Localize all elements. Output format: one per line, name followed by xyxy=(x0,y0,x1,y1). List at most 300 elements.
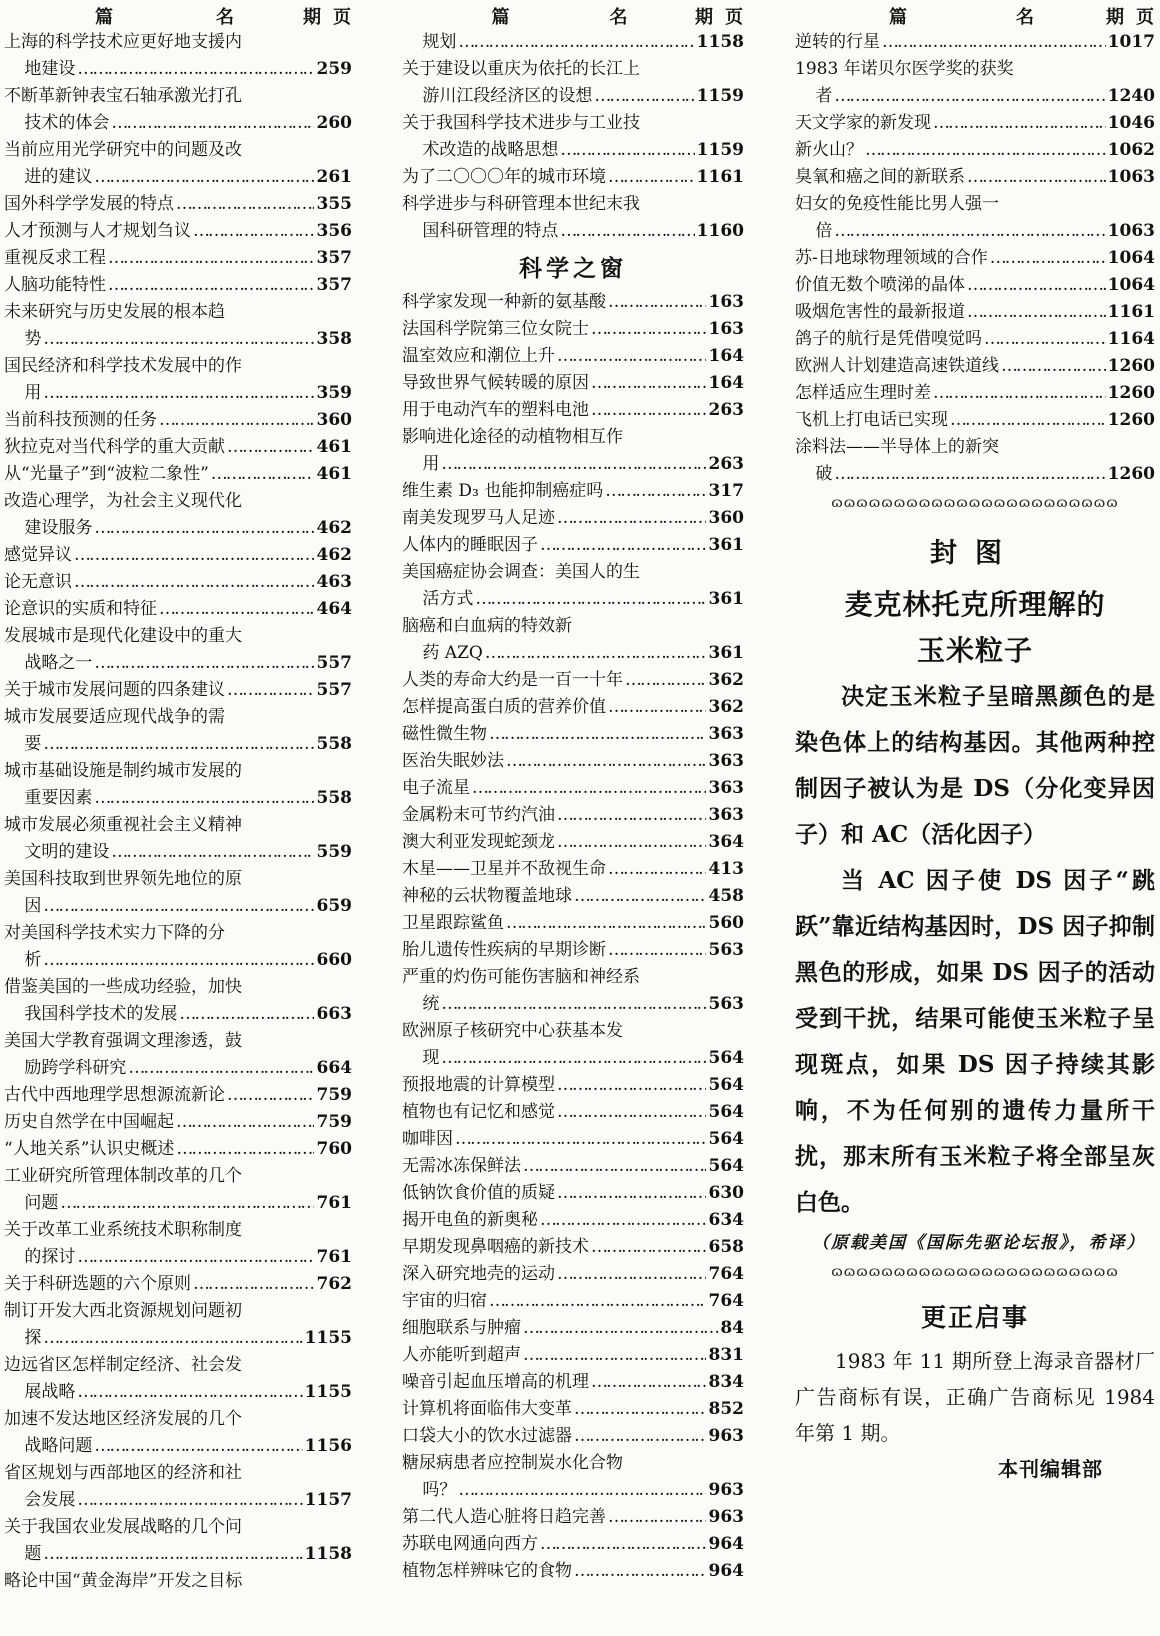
entry-page: 64 xyxy=(720,1075,744,1095)
dot-leader xyxy=(60,1190,314,1217)
entry-title-line: 影响进化途径的动植物相互作 xyxy=(402,427,623,447)
entry-title-line: 技术的体会 xyxy=(24,113,110,133)
dot-leader xyxy=(77,56,314,83)
entry-issue: 5 xyxy=(316,734,329,754)
entry-title-line: 人亦能听到超声 xyxy=(402,1345,521,1365)
index-entry xyxy=(402,164,744,191)
dot-leader xyxy=(193,218,314,245)
entry-page: 57 xyxy=(328,653,352,673)
index-entry xyxy=(795,164,1155,191)
dot-leader xyxy=(608,856,706,883)
entry-issue: 4 xyxy=(316,599,329,619)
index-entry xyxy=(402,505,744,532)
index-entry xyxy=(795,191,1155,245)
entry-issue: 5 xyxy=(708,940,721,960)
entry-list xyxy=(4,29,352,1595)
entry-issue: 11 xyxy=(696,140,721,160)
dot-leader xyxy=(506,910,706,937)
entry-page: 55 xyxy=(328,1328,352,1348)
entry-title-line: 为了二〇〇〇年的城市环境 xyxy=(402,167,606,187)
entry-page: 61 xyxy=(720,167,744,187)
index-entry xyxy=(402,667,744,694)
entry-issue: 4 xyxy=(708,886,721,906)
entry-issue: 3 xyxy=(316,248,329,268)
entry-page: 59 xyxy=(328,842,352,862)
dot-leader xyxy=(43,1541,302,1568)
entry-issue: 5 xyxy=(708,1048,721,1068)
index-entry xyxy=(4,1460,352,1514)
entry-title-line: 当前科技预测的任务 xyxy=(4,410,157,430)
ornament-divider: ɷɷɷɷɷɷɷɷɷɷɷɷɷɷɷɷɷɷɷɷɷɷɷ xyxy=(831,1264,1119,1280)
index-entry xyxy=(795,137,1155,164)
entry-issue: 3 xyxy=(316,383,329,403)
entry-title-line: 导致世界气候转暖的原因 xyxy=(402,373,589,393)
dot-leader xyxy=(560,137,694,164)
entry-issue: 5 xyxy=(708,913,721,933)
entry-issue: 7 xyxy=(708,1264,721,1284)
entry-page: 60 xyxy=(328,950,352,970)
dot-leader xyxy=(179,1001,314,1028)
entry-title-line: 因 xyxy=(24,896,42,916)
index-entry xyxy=(402,613,744,667)
entry-title-line: 国外科学学发展的特点 xyxy=(4,194,174,214)
dot-leader xyxy=(475,586,706,613)
dot-leader xyxy=(557,1072,706,1099)
entry-title-line: 计算机将面临伟大变革 xyxy=(402,1399,572,1419)
dot-leader xyxy=(43,380,313,407)
entry-page: 60 xyxy=(1131,410,1155,430)
ornament-divider: ɷɷɷɷɷɷɷɷɷɷɷɷɷɷɷɷɷɷɷɷɷɷɷ xyxy=(831,495,1119,511)
entry-page: 60 xyxy=(328,1139,352,1159)
dot-leader xyxy=(489,721,706,748)
dot-leader xyxy=(967,299,1106,326)
entry-page: 58 xyxy=(328,329,352,349)
entry-title-line: 破 xyxy=(815,464,833,484)
entry-issue: 9 xyxy=(708,1534,721,1554)
index-entry xyxy=(402,56,744,110)
entry-title-line: 城市发展必须重视社会主义精神 xyxy=(4,815,242,835)
entry-issue: 5 xyxy=(708,1102,721,1122)
index-entry xyxy=(402,478,744,505)
dot-leader xyxy=(108,245,314,272)
entry-title-line: 天文学家的新发现 xyxy=(795,113,931,133)
notice-body: 1983 年 11 期所登上海录音器材厂广告商标有误，正确广告商标见 1984 年第 1 期。 xyxy=(795,1349,1155,1445)
dot-leader xyxy=(43,1325,302,1352)
entry-page: 64 xyxy=(720,1156,744,1176)
entry-title-line: 论意识的实质和特征 xyxy=(4,599,157,619)
entry-title-line: 新火山？ xyxy=(795,140,863,160)
entry-title-line: 工业研究所管理体制改革的几个 xyxy=(4,1166,242,1186)
entry-title-line: 建设服务 xyxy=(24,518,93,538)
dot-leader xyxy=(94,650,314,677)
dot-leader xyxy=(990,245,1106,272)
entry-page: 17 xyxy=(1131,32,1155,52)
notice-signature: 本刊编辑部 xyxy=(998,1457,1103,1481)
entry-title-line: 问题 xyxy=(24,1193,59,1213)
entry-issue: 5 xyxy=(708,994,721,1014)
index-entry xyxy=(402,1207,744,1234)
entry-issue: 9 xyxy=(708,1561,721,1581)
entry-title-line: 欧洲原子核研究中心获基本发 xyxy=(402,1021,623,1041)
entry-page: 64 xyxy=(1131,248,1155,268)
entry-page: 64 xyxy=(1131,329,1155,349)
entry-page: 46 xyxy=(1131,113,1155,133)
dot-leader xyxy=(111,839,314,866)
index-entry xyxy=(402,370,744,397)
entry-page: 64 xyxy=(720,1102,744,1122)
entry-title-line: 略论中国“黄金海岸”开发之目标 xyxy=(4,1571,243,1591)
entry-page: 63 xyxy=(1131,221,1155,241)
entry-issue: 3 xyxy=(708,535,721,555)
entry-title-line: 飞机上打电话已实现 xyxy=(795,410,948,430)
dot-leader xyxy=(128,1055,314,1082)
entry-title-line: 人脑功能特性 xyxy=(4,275,106,295)
entry-list xyxy=(795,29,1155,488)
index-entry xyxy=(402,191,744,245)
entry-title-line: 战略之一 xyxy=(24,653,93,673)
index-entry xyxy=(4,974,352,1028)
index-entry xyxy=(4,1109,352,1136)
entry-issue: 3 xyxy=(708,670,721,690)
entry-page: 13 xyxy=(720,859,744,879)
index-entry xyxy=(4,83,352,137)
entry-issue: 2 xyxy=(316,59,329,79)
index-entry xyxy=(4,353,352,407)
index-entry xyxy=(402,1450,744,1504)
index-entry xyxy=(4,920,352,974)
entry-title-line: 南美发现罗马人足迹 xyxy=(402,508,555,528)
index-entry xyxy=(402,110,744,164)
entry-title-line: 人才预测与人才规划刍议 xyxy=(4,221,191,241)
index-column-1 xyxy=(4,2,352,1595)
dot-leader xyxy=(227,677,314,704)
index-entry xyxy=(402,1153,744,1180)
index-entry xyxy=(4,299,352,353)
index-entry xyxy=(4,542,352,569)
entry-page: 59 xyxy=(328,1112,352,1132)
dot-leader xyxy=(193,1271,314,1298)
entry-issue: 5 xyxy=(316,788,329,808)
dot-leader xyxy=(227,434,314,461)
entry-title-line: 关于建设以重庆为依托的长江上 xyxy=(402,59,640,79)
entry-page: 58 xyxy=(720,1237,744,1257)
entry-issue: 3 xyxy=(708,697,721,717)
entry-title-line: 怎样适应生理时差 xyxy=(795,383,931,403)
entry-page: 4 xyxy=(732,1318,744,1338)
index-entry xyxy=(402,1018,744,1072)
index-entry xyxy=(402,1315,744,1342)
entry-issue: 3 xyxy=(708,805,721,825)
index-entry xyxy=(402,532,744,559)
entry-issue: 7 xyxy=(708,1291,721,1311)
index-entry xyxy=(4,758,352,812)
entry-page: 52 xyxy=(720,1399,744,1419)
dot-leader xyxy=(94,515,314,542)
dot-leader xyxy=(43,326,313,353)
entry-title-line: 题 xyxy=(24,1544,42,1564)
entry-page: 56 xyxy=(328,221,352,241)
dot-leader xyxy=(523,1153,706,1180)
entry-page: 60 xyxy=(720,221,744,241)
entry-issue: 12 xyxy=(1107,86,1132,106)
index-entry xyxy=(795,245,1155,272)
index-entry xyxy=(4,272,352,299)
entry-issue: 3 xyxy=(316,275,329,295)
entry-page: 63 xyxy=(720,292,744,312)
entry-issue: 10 xyxy=(1107,113,1132,133)
entry-title-line: 用于电动汽车的塑料电池 xyxy=(402,400,589,420)
entry-page: 61 xyxy=(328,167,352,187)
entry-issue: 1 xyxy=(708,319,721,339)
entry-issue: 6 xyxy=(316,1058,329,1078)
entry-title-line: 励跨学科研究 xyxy=(24,1058,127,1078)
section-title-science-window: 科学之窗 xyxy=(519,255,627,282)
entry-issue: 12 xyxy=(1107,383,1132,403)
entry-title-line: 1983 年诺贝尔医学奖的获奖 xyxy=(795,59,1014,79)
entry-issue: 9 xyxy=(708,1426,721,1446)
entry-page: 62 xyxy=(720,670,744,690)
index-entry xyxy=(4,434,352,461)
dot-leader xyxy=(574,1558,706,1585)
entry-issue: 11 xyxy=(304,1328,329,1348)
entry-title-line: 深入研究地壳的运动 xyxy=(402,1264,555,1284)
entry-issue: 4 xyxy=(316,572,329,592)
entry-page: 59 xyxy=(328,896,352,916)
entry-issue: 3 xyxy=(708,751,721,771)
index-entry xyxy=(795,272,1155,299)
index-entry xyxy=(402,694,744,721)
index-entry xyxy=(402,775,744,802)
entry-title-line: 论无意识 xyxy=(4,572,72,592)
dot-leader xyxy=(77,1379,302,1406)
index-entry xyxy=(402,1072,744,1099)
dot-leader xyxy=(608,1504,706,1531)
entry-page: 60 xyxy=(1131,383,1155,403)
entry-page: 64 xyxy=(1131,275,1155,295)
entry-issue: 8 xyxy=(720,1318,733,1338)
cover-paragraph: 决定玉米粒子呈暗黑颜色的是染色体上的结构基因。其他两种控制因子被认为是 DS（分化变异因子）和 AC（活化因子） xyxy=(795,683,1155,848)
entry-page: 61 xyxy=(720,589,744,609)
dot-leader xyxy=(489,1288,706,1315)
entry-issue: 3 xyxy=(708,778,721,798)
column-header: 篇 名 期 页 xyxy=(95,6,352,28)
entry-issue: 2 xyxy=(316,167,329,187)
dot-leader xyxy=(950,407,1106,434)
index-entry xyxy=(4,677,352,704)
entry-issue: 5 xyxy=(316,653,329,673)
dot-leader xyxy=(967,164,1106,191)
entry-page: 62 xyxy=(1131,140,1155,160)
entry-page: 59 xyxy=(328,1085,352,1105)
dot-leader xyxy=(43,731,313,758)
entry-title-line: 我国科学技术的发展 xyxy=(24,1004,178,1024)
dot-leader xyxy=(591,1369,706,1396)
index-entry xyxy=(4,569,352,596)
entry-issue: 8 xyxy=(708,1372,721,1392)
entry-title-line: 倍 xyxy=(815,221,833,241)
entry-title-line: 活方式 xyxy=(422,589,474,609)
entry-page: 62 xyxy=(328,545,352,565)
entry-page: 57 xyxy=(328,275,352,295)
entry-issue: 7 xyxy=(316,1112,329,1132)
entry-page: 30 xyxy=(720,1183,744,1203)
index-entry xyxy=(402,1099,744,1126)
entry-issue: 5 xyxy=(708,1075,721,1095)
entry-issue: 4 xyxy=(316,545,329,565)
entry-issue: 3 xyxy=(708,724,721,744)
entry-page: 64 xyxy=(720,346,744,366)
entry-page: 63 xyxy=(720,940,744,960)
index-entry xyxy=(402,29,744,56)
index-entry xyxy=(4,488,352,542)
entry-page: 63 xyxy=(720,1426,744,1446)
entry-title-line: 妇女的免疫性能比男人强一 xyxy=(795,194,999,214)
entry-issue: 10 xyxy=(1107,248,1132,268)
entry-page: 63 xyxy=(720,1507,744,1527)
index-entry xyxy=(402,397,744,424)
dot-leader xyxy=(540,532,706,559)
index-entry xyxy=(402,343,744,370)
dot-leader xyxy=(523,1315,718,1342)
dot-leader xyxy=(43,947,313,974)
entry-issue: 1 xyxy=(708,346,721,366)
entry-title-line: 战略问题 xyxy=(24,1436,93,1456)
entry-title-line: 人体内的睡眠因子 xyxy=(402,535,538,555)
index-entry xyxy=(795,407,1155,434)
dot-leader xyxy=(594,83,694,110)
entry-title-line: 借鉴美国的一些成功经验，加快 xyxy=(4,977,242,997)
dot-leader xyxy=(574,883,706,910)
dot-leader xyxy=(74,569,314,596)
entry-title-line: 从“光量子”到“波粒二象性” xyxy=(4,464,209,484)
entry-title-line: 澳大利亚发现蛇颈龙 xyxy=(402,832,555,852)
dot-leader xyxy=(77,1244,314,1271)
index-entry xyxy=(4,1298,352,1352)
entry-issue: 7 xyxy=(316,1085,329,1105)
entry-title-line: 用 xyxy=(422,454,440,474)
entry-issue: 6 xyxy=(316,950,329,970)
dot-leader xyxy=(591,370,706,397)
index-entry xyxy=(402,937,744,964)
entry-page: 60 xyxy=(328,410,352,430)
entry-page: 62 xyxy=(328,1274,352,1294)
entry-page: 63 xyxy=(720,724,744,744)
entry-page: 63 xyxy=(720,400,744,420)
index-entry xyxy=(402,424,744,478)
entry-title-line: 宇宙的归宿 xyxy=(402,1291,487,1311)
entry-title-line: 古代中西地理学思想源流新论 xyxy=(4,1085,225,1105)
entry-page: 60 xyxy=(1131,464,1155,484)
entry-issue: 1 xyxy=(708,292,721,312)
entry-title-line: 磁性微生物 xyxy=(402,724,487,744)
entry-page: 64 xyxy=(720,1048,744,1068)
index-entry xyxy=(402,1558,744,1585)
entry-title-line: 严重的灼伤可能伤害脑和神经系 xyxy=(402,967,640,987)
entry-issue: 11 xyxy=(304,1490,329,1510)
dot-leader xyxy=(574,1423,706,1450)
entry-title-line: 温室效应和潮位上升 xyxy=(402,346,555,366)
dot-leader xyxy=(458,29,694,56)
dot-leader xyxy=(227,1082,314,1109)
dot-leader xyxy=(882,29,1106,56)
entry-title-line: 低钠饮食价值的质疑 xyxy=(402,1183,555,1203)
entry-issue: 5 xyxy=(316,680,329,700)
dot-leader xyxy=(557,505,706,532)
entry-title-line: 揭开电鱼的新奥秘 xyxy=(402,1210,538,1230)
entry-title-line: 木星——卫星并不敌视生命 xyxy=(402,859,606,879)
entry-issue: 3 xyxy=(708,508,721,528)
dot-leader xyxy=(441,991,706,1018)
dot-leader xyxy=(211,461,315,488)
entry-issue: 11 xyxy=(696,86,721,106)
index-entry xyxy=(4,1352,352,1406)
entry-issue: 10 xyxy=(1107,140,1132,160)
entry-page: 57 xyxy=(328,1490,352,1510)
cover-source: （原载美国《国际先驱论坛报》，希译） xyxy=(812,1233,1146,1253)
index-entry xyxy=(795,326,1155,353)
entry-page: 59 xyxy=(328,59,352,79)
entry-issue: 5 xyxy=(708,1156,721,1176)
index-entry xyxy=(4,137,352,191)
entry-title-line: 药 AZQ xyxy=(422,643,483,663)
entry-title-line: 脑癌和白血病的特效新 xyxy=(402,616,572,636)
dot-leader xyxy=(608,694,706,721)
dot-leader xyxy=(591,397,706,424)
entry-issue: 7 xyxy=(316,1139,329,1159)
dot-leader xyxy=(540,1531,706,1558)
index-entry xyxy=(402,856,744,883)
dot-leader xyxy=(625,667,706,694)
entry-title-line: 游川江段经济区的设想 xyxy=(422,86,593,106)
index-entry xyxy=(4,1514,352,1568)
entry-issue: 10 xyxy=(1107,167,1132,187)
entry-page: 57 xyxy=(328,680,352,700)
entry-title-line: 发展城市是现代化建设中的重大 xyxy=(4,626,242,646)
entry-page: 61 xyxy=(328,464,352,484)
cover-article-title: 麦克林托克所理解的 玉米粒子 xyxy=(844,588,1106,667)
entry-issue: 8 xyxy=(708,1399,721,1419)
entry-issue: 3 xyxy=(708,589,721,609)
dot-leader xyxy=(834,218,1105,245)
index-entry xyxy=(4,812,352,866)
entry-title-line: 未来研究与历史发展的根本趋 xyxy=(4,302,225,322)
entry-issue: 10 xyxy=(1107,221,1132,241)
entry-title-line: 对美国科学技术实力下降的分 xyxy=(4,923,225,943)
index-entry xyxy=(4,866,352,920)
index-entry xyxy=(402,829,744,856)
index-entry xyxy=(402,883,744,910)
entry-issue: 3 xyxy=(316,221,329,241)
entry-title-line: 咖啡因 xyxy=(402,1129,453,1149)
entry-title-line: 金属粉末可节约汽油 xyxy=(402,805,555,825)
entry-title-line: 苏-日地球物理领域的合作 xyxy=(795,248,988,268)
dot-leader xyxy=(933,110,1106,137)
entry-page: 58 xyxy=(328,1544,352,1564)
entry-page: 64 xyxy=(720,373,744,393)
entry-title-line: 会发展 xyxy=(24,1490,76,1510)
dot-leader xyxy=(108,272,314,299)
index-entry xyxy=(4,1082,352,1109)
entry-title-line: 狄拉克对当代科学的重大贡献 xyxy=(4,437,225,457)
entry-title-line: 展战略 xyxy=(24,1382,76,1402)
entry-title-line: 涂料法——半导体上的新突 xyxy=(795,437,999,457)
entry-title-line: 预报地震的计算模型 xyxy=(402,1075,555,1095)
entry-title-line: 上海的科学技术应更好地支援内 xyxy=(4,32,242,52)
index-column-2 xyxy=(402,2,744,1585)
entry-title-line: 关于科研选题的六个原则 xyxy=(4,1274,191,1294)
entry-issue: 12 xyxy=(1107,410,1132,430)
entry-title-line: 医治失眠妙法 xyxy=(402,751,504,771)
